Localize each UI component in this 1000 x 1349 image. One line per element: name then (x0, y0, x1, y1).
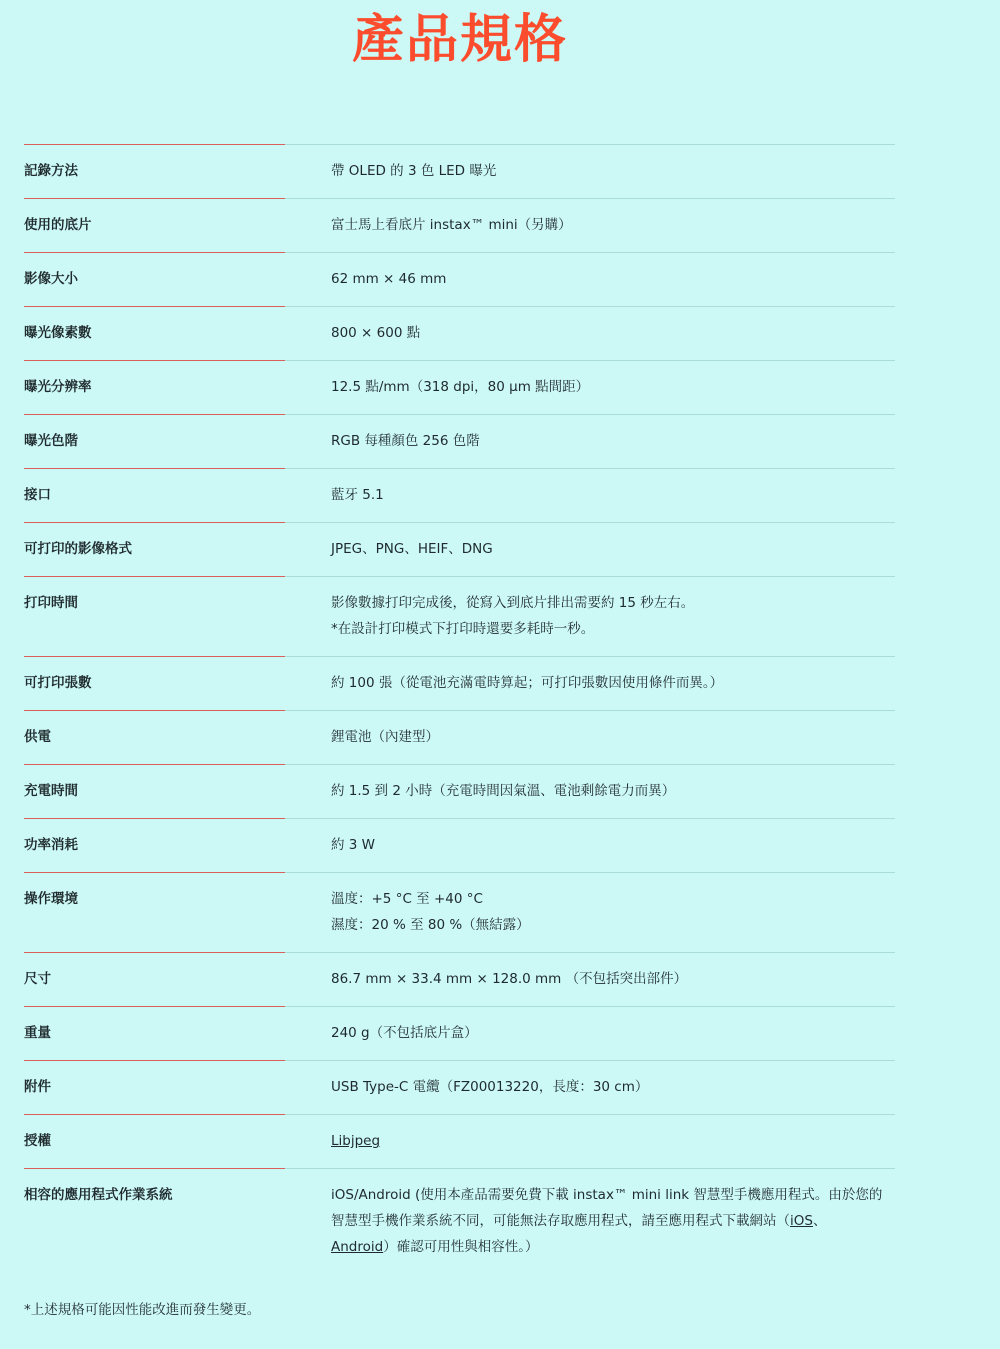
spec-value: JPEG、PNG、HEIF、DNG (331, 541, 493, 557)
spec-value-text: 智慧型手機作業系統不同，可能無法存取應用程式，請至應用程式下載網站（ (331, 1213, 790, 1229)
footnote: *上述規格可能因性能改進而發生變更。 (24, 1302, 261, 1318)
spec-row-license (24, 1114, 895, 1168)
spec-label: 影像大小 (24, 271, 78, 287)
spec-value: 800 × 600 點 (331, 325, 421, 341)
spec-value: 62 mm × 46 mm (331, 271, 447, 287)
spec-value: 鋰電池（內建型） (331, 729, 439, 745)
spec-row-power-consumption (24, 818, 895, 872)
spec-label: 重量 (24, 1025, 51, 1041)
spec-label: 充電時間 (24, 783, 78, 799)
spec-label: 可打印張數 (24, 675, 92, 691)
spec-row-recording-method (24, 144, 895, 198)
spec-label: 供電 (24, 729, 51, 745)
spec-row-resolution (24, 360, 895, 414)
spec-value: 86.7 mm × 33.4 mm × 128.0 mm （不包括突出部件） (331, 971, 688, 987)
spec-label: 相容的應用程式作業系統 (24, 1187, 173, 1203)
spec-value (331, 590, 895, 656)
spec-value: 約 3 W (331, 837, 376, 853)
spec-row-compatible-os (24, 1168, 895, 1272)
spec-label: 尺寸 (24, 971, 51, 987)
spec-label: 功率消耗 (24, 837, 78, 853)
spec-value: 富士馬上看底片 instax™ mini（另購） (331, 217, 572, 233)
spec-row-print-time (24, 576, 895, 656)
spec-label: 操作環境 (24, 891, 78, 907)
spec-label: 附件 (24, 1079, 51, 1095)
spec-row-operating-environment (24, 872, 895, 952)
spec-value-humidity: 濕度：20 % 至 80 %（無結露） (331, 917, 530, 933)
spec-row-image-size (24, 252, 895, 306)
spec-value: 約 100 張（從電池充滿電時算起；可打印張數因使用條件而異。） (331, 675, 724, 691)
android-link[interactable]: Android (331, 1239, 384, 1255)
spec-label: 記錄方法 (24, 163, 78, 179)
spec-value-line (331, 1234, 895, 1260)
spec-value (331, 1128, 895, 1168)
spec-row-pixels (24, 306, 895, 360)
spec-row-interface (24, 468, 895, 522)
spec-label: 使用的底片 (24, 217, 92, 233)
spec-row-accessories (24, 1060, 895, 1114)
spec-row-film (24, 198, 895, 252)
spec-value (331, 886, 895, 952)
spec-value-temperature: 溫度：+5 °C 至 +40 °C (331, 891, 483, 907)
libjpeg-link[interactable]: Libjpeg (331, 1133, 381, 1149)
spec-value: RGB 每種顏色 256 色階 (331, 433, 480, 449)
page-title: 產品規格 (351, 10, 568, 70)
spec-value (331, 1182, 895, 1272)
spec-value: 240 g（不包括底片盒） (331, 1025, 478, 1041)
spec-row-weight (24, 1006, 895, 1060)
spec-value: 12.5 點/mm（318 dpi，80 µm 點間距） (331, 379, 590, 395)
spec-value: USB Type-C 電纜（FZ00013220，長度：30 cm） (331, 1079, 649, 1095)
spec-row-charging-time (24, 764, 895, 818)
spec-label: 曝光像素數 (24, 325, 92, 341)
spec-value-line: 影像數據打印完成後，從寫入到底片排出需要約 15 秒左右。 (331, 595, 695, 611)
spec-value: 約 1.5 到 2 小時（充電時間因氣溫、電池剩餘電力而異） (331, 783, 676, 799)
spec-value: 帶 OLED 的 3 色 LED 曝光 (331, 163, 497, 179)
spec-value-line (331, 1208, 895, 1234)
ios-link[interactable]: iOS (790, 1213, 813, 1229)
spec-label: 授權 (24, 1133, 51, 1149)
separator-text: 、 (812, 1213, 827, 1229)
spec-label: 接口 (24, 487, 51, 503)
spec-row-dimensions (24, 952, 895, 1006)
spec-value-line: iOS/Android (使用本產品需要免費下載 instax™ mini link 智慧型手機應用程式。由於您的 (331, 1187, 883, 1203)
spec-value: 藍牙 5.1 (331, 487, 384, 503)
spec-value-text: ）確認可用性與相容性。） (383, 1239, 539, 1255)
spec-row-power-supply (24, 710, 895, 764)
spec-label: 曝光色階 (24, 433, 78, 449)
spec-row-image-formats (24, 522, 895, 576)
spec-label: 曝光分辨率 (24, 379, 92, 395)
spec-row-gradation (24, 414, 895, 468)
spec-table (24, 144, 895, 1272)
spec-row-print-count (24, 656, 895, 710)
spec-label: 可打印的影像格式 (24, 541, 132, 557)
spec-value-note: *在設計打印模式下打印時還要多耗時一秒。 (331, 621, 595, 637)
spec-label: 打印時間 (24, 595, 78, 611)
